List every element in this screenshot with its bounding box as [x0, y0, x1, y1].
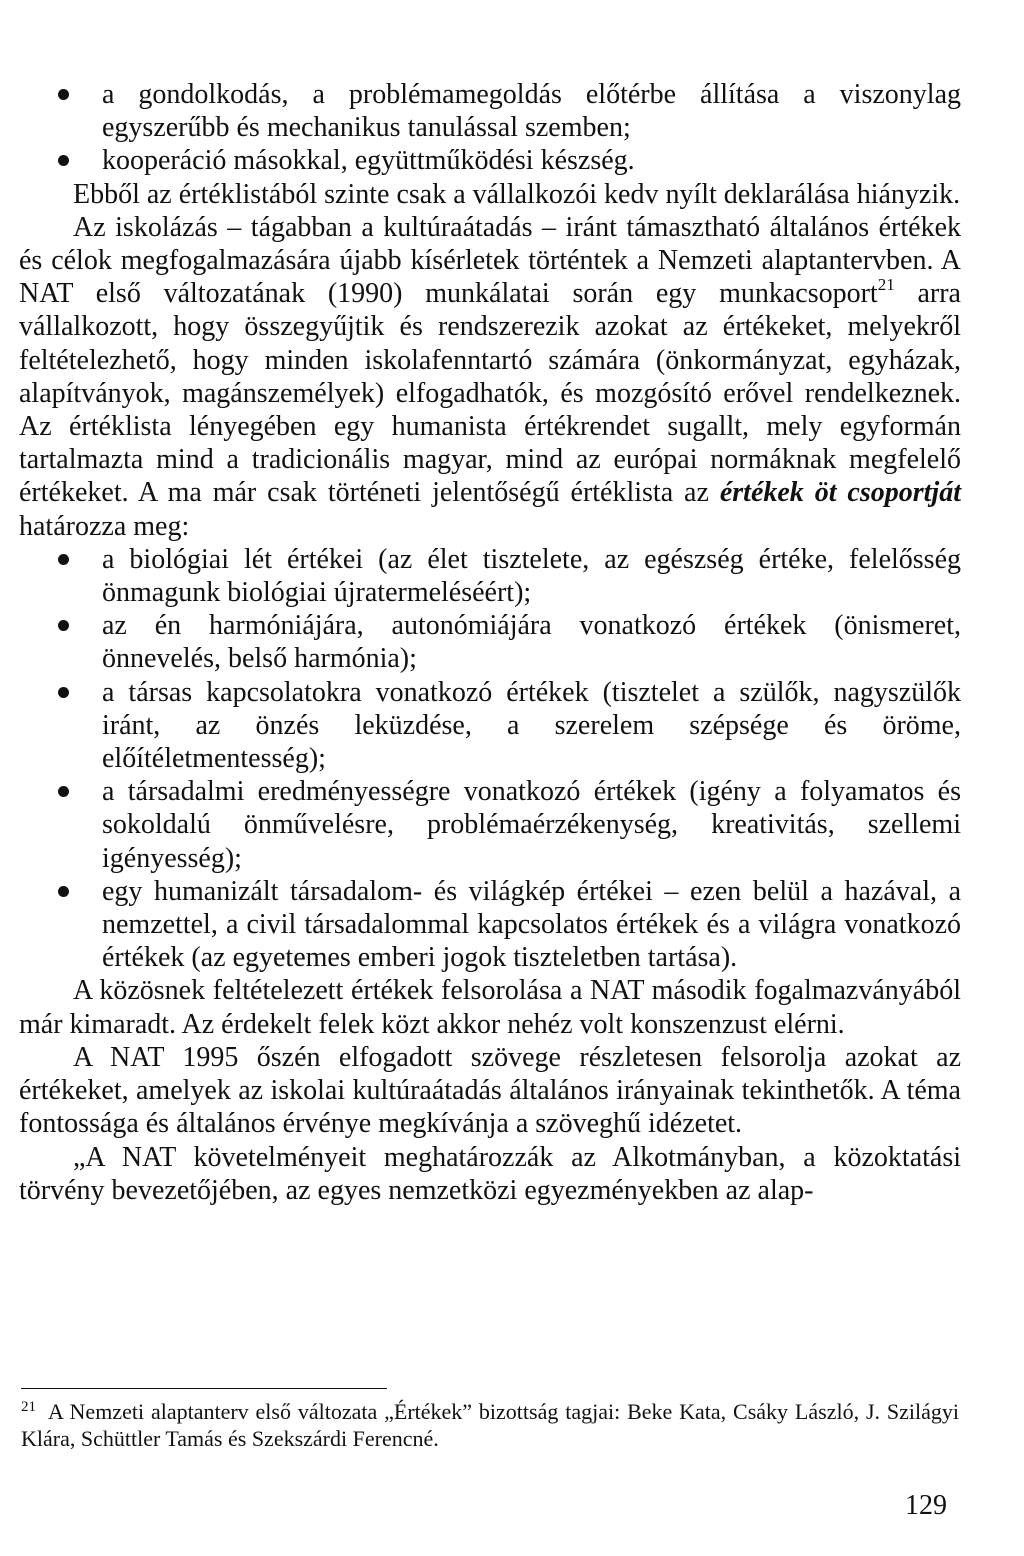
list-item-text: egy humanizált társadalom- és világkép értékei – ezen belül a hazával, a nemzettel, a civil társadalommal kapcsolatos értékek és a világra vonatkozó értékek (az egyetemes emberi jogok tiszteletben tartása). [102, 875, 961, 974]
paragraph-second-draft: A közösnek feltételezett értékek felsorolása a NAT második fogalmazványából már kimaradt. Az érdekelt felek közt akkor nehéz volt konszenzust elérni. [19, 975, 961, 1040]
paragraph-quotation: „A NAT követelményeit meghatározzák az Alkotmányban, a közoktatási törvény bevezetőjében, az egyes nemzetközi egyezményekben az alap- [19, 1141, 961, 1206]
bullet-icon [58, 554, 69, 565]
list-item-text: a társadalmi eredményességre vonatkozó értékek (igény a folyamatos és sokoldalú önművelésre, problémaérzékenység, kreativitás, szellemi igényesség); [102, 776, 961, 874]
paragraph-text: határozza meg: [19, 510, 190, 542]
emphasis-text: értékek öt csoportját [719, 477, 961, 509]
paragraph-value-list-comment: Ebből az értéklistából szinte csak a vállalkozói kedv nyílt deklarálása hiányzik. [73, 178, 961, 210]
bullet-icon [58, 786, 69, 797]
list-item [19, 144, 961, 177]
list-item-text: az én harmóniájára, autonómiájára vonatkozó értékek (önismeret, önnevelés, belső harmónia); [102, 610, 961, 675]
list-item [19, 609, 961, 675]
list-item [19, 78, 961, 144]
paragraph-text: Az iskolázás – tágabban a kultúraátadás – iránt támasztható általános értékek és célok megfogalmazására újabb kísérletek történtek a Nemzeti alaptantervben. A NAT első változatának (1990) munkálatai során egy munkacsoport [19, 211, 961, 310]
footnote-mark: 21 [21, 1399, 36, 1415]
page-number: 129 [905, 1490, 947, 1521]
list-item-text: a biológiai lét értékei (az élet tisztelete, az egészség értéke, felelősség önmagunk biológiai újratermeléséért); [102, 543, 961, 609]
page-body [19, 78, 961, 1207]
bullet-icon [58, 687, 69, 698]
list-item-text: a gondolkodás, a problémamegoldás előtérbe állítása a viszonylag egyszerűbb és mechanikus tanulással szemben; [102, 79, 961, 144]
footnote-reference: 21 [877, 275, 895, 295]
paragraph-nat-1995: A NAT 1995 őszén elfogadott szövege részletesen felsorolja azokat az értékeket, amelyek az iskolai kultúraátadás általános irányainak tekinthetők. A téma fontossága és általános érvénye megkívánja a szöveghű idézetet. [19, 1041, 961, 1140]
bullet-icon [58, 89, 69, 100]
list-item-text: kooperáció másokkal, együttműködési készség. [102, 145, 635, 177]
footnote-text: A Nemzeti alaptanterv első változata „Értékek” bizottság tagjai: Beke Kata, Csáky László, J. Szilágyi Klára, Schüttler Tamás és Szekszárdi Ferencné. [21, 1399, 959, 1451]
footnote-divider [21, 1388, 387, 1389]
paragraph-text: arra vállalkozott, hogy összegyűjtik és rendszerezik azokat az értékeket, melyekről feltételezhető, hogy minden iskolafenntartó számára (önkormányzat, egyházak, alapítványok, magánszemélyek) elfogadhatók, és mozgósító erővel rendelkeznek. Az értéklista lényegében egy humanista értékrendet sugallt, mely egyformán tartalmazta mind a tradicionális magyar, mind az európai normáknak megfelelő értékeket. A ma már csak történeti jelentőségű értéklista az [19, 278, 961, 509]
list-item [19, 676, 961, 776]
list-item [19, 775, 961, 875]
list-item-text: a társas kapcsolatokra vonatkozó értékek (tisztelet a szülők, nagyszülők iránt, az önzés leküzdése, a szerelem szépsége és öröme, előítéletmentesség); [102, 676, 961, 775]
value-groups-list [19, 543, 961, 975]
bullet-icon [58, 620, 69, 631]
list-item [19, 875, 961, 975]
skills-list [19, 78, 961, 178]
list-item [19, 543, 961, 609]
bullet-icon [58, 886, 69, 897]
paragraph-nat-first-version [19, 211, 961, 543]
bullet-icon [58, 155, 69, 166]
footnote [21, 1398, 959, 1452]
